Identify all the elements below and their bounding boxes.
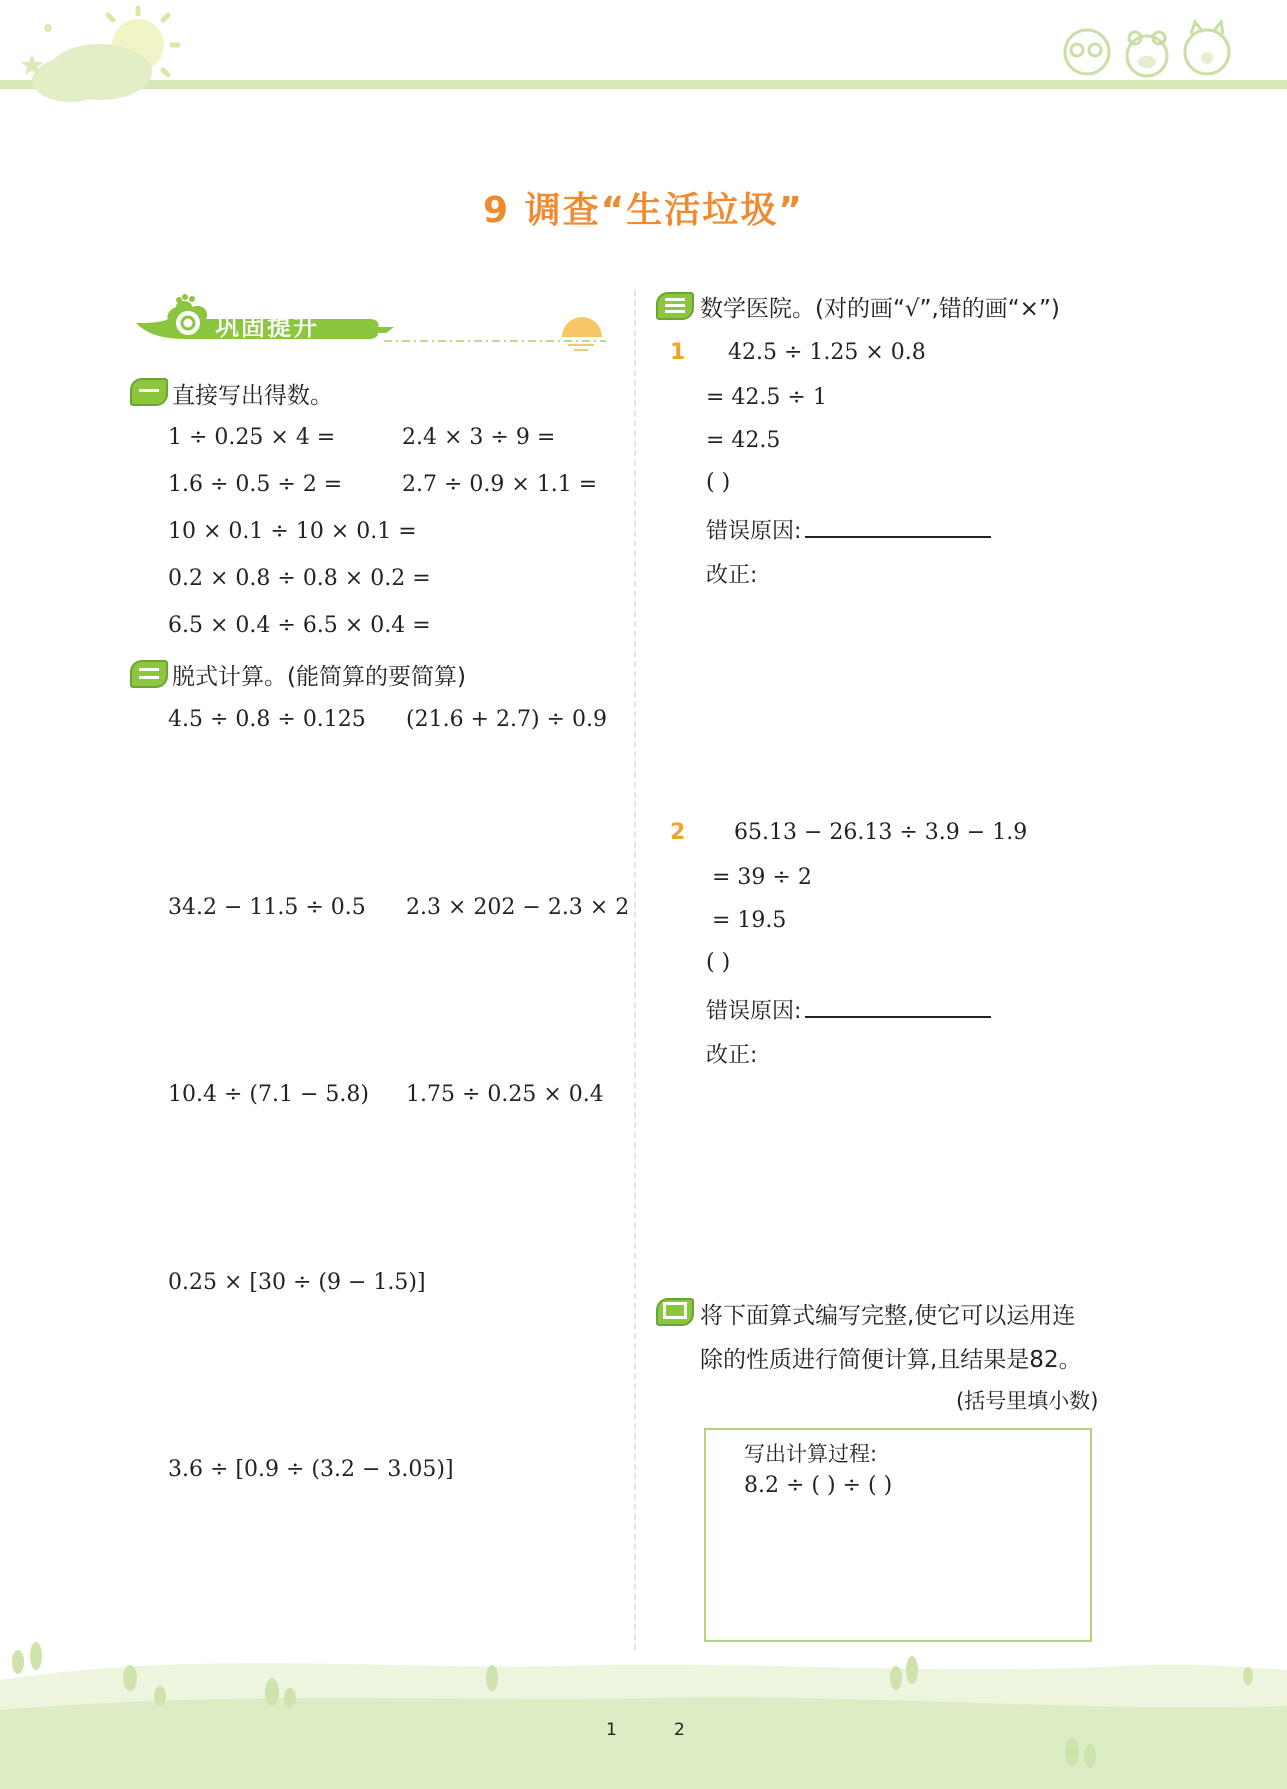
grass-hills-illustration (0, 1640, 1287, 1789)
error-reason-label: 错误原因: (706, 999, 802, 1024)
oral-problem: 2.4 × 3 ÷ 9 = (402, 425, 556, 450)
page-number-right: 2 (674, 1720, 685, 1740)
page-title: 9 调查“生活垃圾” (483, 190, 804, 231)
section-three-badge (656, 292, 694, 320)
calc-problem: 1.75 ÷ 0.25 × 0.4 (406, 1082, 604, 1107)
calc-problem: 3.6 ÷ [0.9 ÷ (3.2 − 3.05)] (168, 1457, 454, 1482)
oral-problem: 0.2 × 0.8 ÷ 0.8 × 0.2 = (168, 566, 431, 591)
oral-problem: 10 × 0.1 ÷ 10 × 0.1 = (168, 519, 417, 544)
animal-friends-illustration (1055, 10, 1255, 82)
banner-label: 巩固提升 (215, 313, 319, 341)
section-four-line1: 将下面算式编写完整,使它可以运用连 (700, 1303, 1076, 1329)
sun-cloud-illustration (0, 0, 200, 110)
problem-step: = 42.5 ÷ 1 (706, 385, 827, 410)
oral-problem: 1.6 ÷ 0.5 ÷ 2 = (168, 472, 343, 497)
judge-blank[interactable]: ( ) (706, 470, 731, 495)
error-reason-line (706, 994, 991, 1025)
judge-blank[interactable]: ( ) (706, 950, 731, 975)
correction-label: 改正: (706, 563, 758, 588)
calc-problem: 10.4 ÷ (7.1 − 5.8) (168, 1082, 369, 1107)
oral-problem: 2.7 ÷ 0.9 × 1.1 = (402, 472, 598, 497)
section-one-title: 直接写出得数。 (172, 383, 333, 409)
calc-problem: 4.5 ÷ 0.8 ÷ 0.125 (168, 707, 366, 732)
problem-number: 1 (670, 340, 686, 365)
oral-problem: 1 ÷ 0.25 × 4 = (168, 425, 336, 450)
section-three-title: 数学医院。(对的画“√”,错的画“×”) (700, 296, 1060, 322)
problem-step: = 42.5 (706, 428, 781, 453)
page-number-left: 1 (606, 1720, 617, 1740)
section-one-badge (130, 378, 168, 406)
error-reason-line (706, 514, 991, 545)
error-reason-blank[interactable] (805, 996, 991, 1018)
error-reason-label: 错误原因: (706, 519, 802, 544)
whale-banner-illustration (132, 293, 620, 353)
section-two-badge (130, 660, 168, 688)
section-four-note: (括号里填小数) (956, 1389, 1099, 1413)
section-two-title: 脱式计算。(能简算的要简算) (172, 664, 466, 690)
correction-label: 改正: (706, 1043, 758, 1068)
calc-problem: 34.2 − 11.5 ÷ 0.5 (168, 895, 366, 920)
calc-problem: 0.25 × [30 ÷ (9 − 1.5)] (168, 1270, 426, 1295)
oral-problem: 6.5 × 0.4 ÷ 6.5 × 0.4 = (168, 613, 431, 638)
column-divider (634, 290, 636, 1650)
problem-expression: 42.5 ÷ 1.25 × 0.8 (728, 340, 926, 365)
answer-box-title: 写出计算过程: (744, 1442, 878, 1466)
problem-step: = 39 ÷ 2 (712, 865, 812, 890)
calc-problem: (21.6 + 2.7) ÷ 0.9 (406, 707, 607, 732)
problem-step: = 19.5 (712, 908, 787, 933)
error-reason-blank[interactable] (805, 516, 991, 538)
problem-number: 2 (670, 820, 686, 845)
section-four-badge (656, 1298, 694, 1326)
problem-expression: 65.13 − 26.13 ÷ 3.9 − 1.9 (734, 820, 1028, 845)
answer-box-expression[interactable]: 8.2 ÷ ( ) ÷ ( ) (744, 1473, 893, 1498)
calc-problem: 2.3 × 202 − 2.3 × 2 (406, 895, 630, 920)
section-four-line2: 除的性质进行简便计算,且结果是82。 (700, 1347, 1082, 1373)
